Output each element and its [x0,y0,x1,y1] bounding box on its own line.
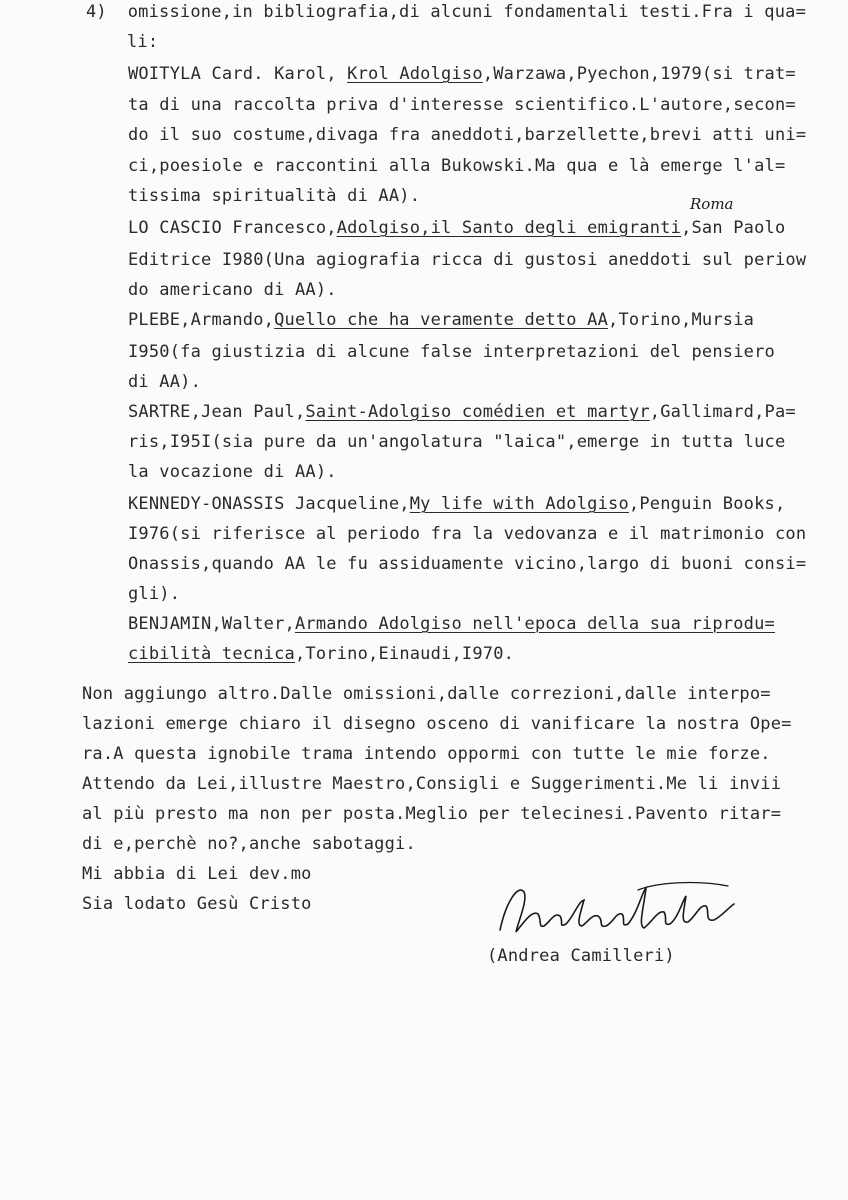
bib-entry-woityla: WOITYLA Card. Karol, Krol Adolgiso,Warzawa,Pyechon,1979(si trat= [128,64,796,84]
line-13: di AA). [128,372,202,392]
line-7: tissima spiritualità di AA). [128,186,421,206]
bib-entry-benjamin: BENJAMIN,Walter,Armando Adolgiso nell'epoca della sua riprodu= [128,614,775,634]
bib-entry-plebe: PLEBE,Armando,Quello che ha veramente detto AA,Torino,Mursia [128,310,755,330]
line-5: do il suo costume,divaga fra aneddoti,barzellette,brevi atti uni= [128,125,807,145]
handwritten-roma: Roma [690,195,734,213]
line-18: I976(si riferisce al periodo fra la vedovanza e il matrimonio con [128,524,807,544]
line-22: cibilità tecnica,Torino,Einaudi,I970. [128,644,515,664]
line-16: la vocazione di AA). [128,462,337,482]
line-10: do americano di AA). [128,280,337,300]
line-20: gli). [128,584,181,604]
line-4: ta di una raccolta priva d'interesse scientifico.L'autore,secon= [128,95,796,115]
line-15: ris,I95I(sia pure da un'angolatura "laica",emerge in tutta luce [128,432,786,452]
line-19: Onassis,quando AA le fu assiduamente vicino,largo di buoni consi= [128,554,807,574]
line-9: Editrice I980(Una agiografia ricca di gustosi aneddoti sul periow [128,250,807,270]
paragraph-line-3: ra.A questa ignobile trama intendo oppormi con tutte le mie forze. [82,744,771,764]
paragraph-line-4: Attendo da Lei,illustre Maestro,Consigli e Suggerimenti.Me li invii [82,774,782,794]
closing-line-1: Mi abbia di Lei dev.mo [82,864,312,884]
closing-line-2: Sia lodato Gesù Cristo [82,894,312,914]
paragraph-line-6: di e,perchè no?,anche sabotaggi. [82,834,416,854]
paragraph-line-5: al più presto ma non per posta.Meglio per telecinesi.Pavento ritar= [82,804,782,824]
signature-caption: (Andrea Camilleri) [487,946,675,966]
bib-entry-locascio: LO CASCIO Francesco,Adolgiso,il Santo degli emigranti,San Paolo [128,218,786,238]
paragraph-line-1: Non aggiungo altro.Dalle omissioni,dalle correzioni,dalle interpo= [82,684,771,704]
line-1: 4) omissione,in bibliografia,di alcuni fondamentali testi.Fra i qua= [86,2,807,22]
line-2: li: [127,32,159,52]
bib-entry-sartre: SARTRE,Jean Paul,Saint-Adolgiso comédien et martyr,Gallimard,Pa= [128,402,796,422]
paragraph-line-2: lazioni emerge chiaro il disegno osceno di vanificare la nostra Ope= [82,714,792,734]
line-12: I950(fa giustizia di alcune false interpretazioni del pensiero [128,342,775,362]
line-6: ci,poesiole e raccontini alla Bukowski.Ma qua e là emerge l'al= [128,156,786,176]
handwritten-signature [488,872,748,952]
bib-entry-kennedy: KENNEDY-ONASSIS Jacqueline,My life with Adolgiso,Penguin Books, [128,494,786,514]
